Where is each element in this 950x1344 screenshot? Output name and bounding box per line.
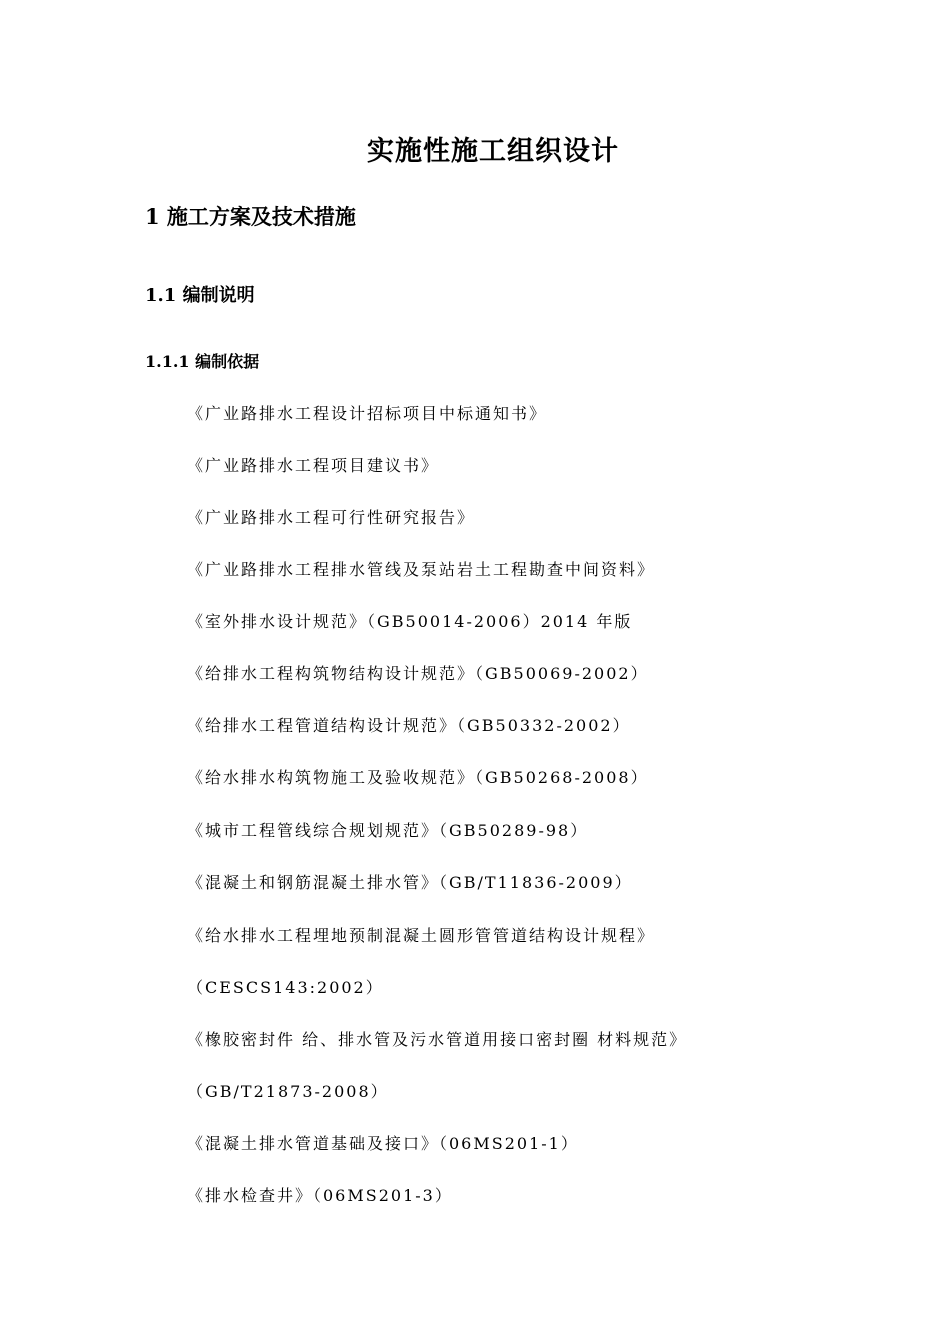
reference-item: 《广业路排水工程设计招标项目中标通知书》 [187,404,548,423]
reference-item: 《橡胶密封件 给、排水管及污水管道用接口密封圈 材料规范》 [187,1030,688,1049]
reference-item: （CESCS143:2002） [187,978,384,997]
section-heading-1-1: 1.1 编制说明 [145,285,255,306]
reference-item: 《广业路排水工程项目建议书》 [187,456,440,475]
document-title: 实施性施工组织设计 [367,136,619,167]
reference-item: 《混凝土排水管道基础及接口》（06MS201-1） [187,1134,579,1153]
reference-item: （GB/T21873-2008） [187,1082,389,1101]
reference-item: 《给排水工程构筑物结构设计规范》（GB50069-2002） [187,664,649,683]
reference-item: 《排水检查井》（06MS201-3） [187,1186,453,1205]
reference-item: 《给水排水构筑物施工及验收规范》（GB50268-2008） [187,768,649,787]
section-heading-1: 1 施工方案及技术措施 [145,204,356,229]
reference-item: 《给排水工程管道结构设计规范》（GB50332-2002） [187,716,631,735]
reference-item: 《城市工程管线综合规划规范》（GB50289-98） [187,821,589,840]
reference-item: 《广业路排水工程排水管线及泵站岩土工程勘查中间资料》 [187,560,656,579]
reference-item: 《混凝土和钢筋混凝土排水管》（GB/T11836-2009） [187,873,633,892]
reference-item: 《室外排水设计规范》（GB50014-2006）2014 年版 [187,612,633,631]
reference-item: 《给水排水工程埋地预制混凝土圆形管管道结构设计规程》 [187,926,656,945]
section-heading-1-1-1: 1.1.1 编制依据 [145,352,260,371]
reference-item: 《广业路排水工程可行性研究报告》 [187,508,476,527]
